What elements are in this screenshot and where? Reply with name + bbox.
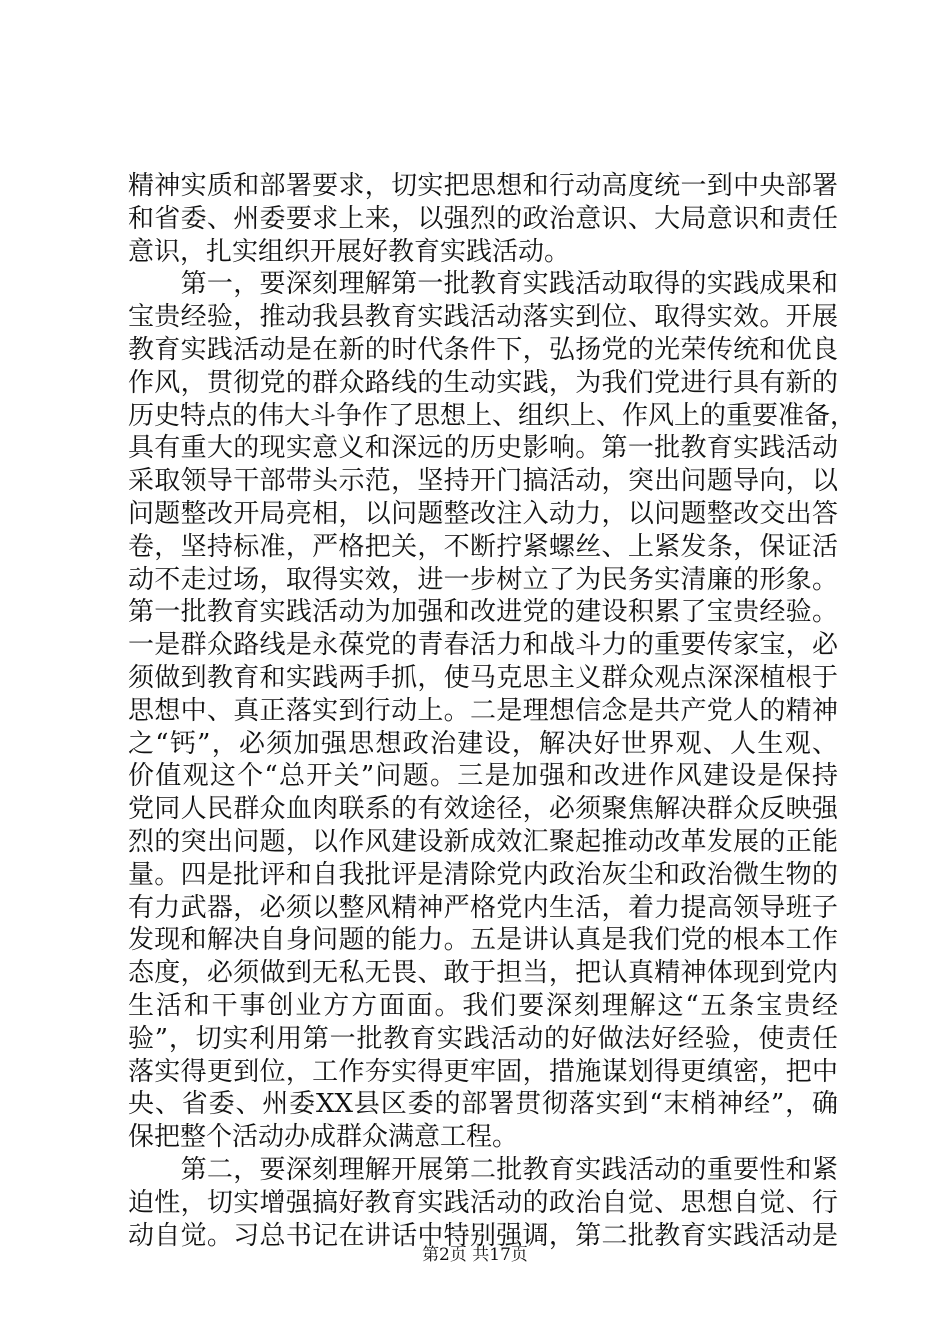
text-line: 精神实质和部署要求，切实把思想和行动高度统一到中央部署: [128, 171, 838, 201]
text-line: 验”，切实利用第一批教育实践活动的好做法好经验，使责任: [128, 1023, 838, 1054]
text-line: 一是群众路线是永葆党的青春活力和战斗力的重要传家宝，必: [128, 630, 838, 661]
text-line: 第一，要深刻理解第一批教育实践活动取得的实践成果和: [128, 269, 838, 300]
text-line: 意识，扎实组织开展好教育实践活动。: [128, 236, 571, 267]
text-line: 烈的突出问题，以作风建设新成效汇聚起推动改革发展的正能: [128, 826, 838, 857]
text-line: 央、省委、州委XX县区委的部署贯彻落实到“末梢神经”，确: [128, 1089, 838, 1120]
body-text: [128, 170, 857, 1252]
text-line: 第二，要深刻理解开展第二批教育实践活动的重要性和紧: [128, 1154, 838, 1185]
text-line: 保把整个活动办成群众满意工程。: [128, 1122, 519, 1153]
text-line: 发现和解决自身问题的能力。五是讲认真是我们党的根本工作: [128, 925, 838, 956]
text-line: 和省委、州委要求上来，以强烈的政治意识、大局意识和责任: [128, 203, 838, 234]
text-line: 历史特点的伟大斗争作了思想上、组织上、作风上的重要准备，: [128, 400, 857, 431]
text-line: 落实得更到位，工作夯实得更牢固，措施谋划得更缜密，把中: [128, 1056, 838, 1087]
text-line: 卷，坚持标准，严格把关，不断拧紧螺丝、上紧发条，保证活: [128, 531, 838, 562]
text-line: 须做到教育和实践两手抓，使马克思主义群众观点深深植根于: [128, 662, 838, 693]
text-line: 之“钙”，必须加强思想政治建设，解决好世界观、人生观、: [128, 728, 838, 759]
text-line: 价值观这个“总开关”问题。三是加强和改进作风建设是保持: [128, 761, 838, 792]
text-line: 动自觉。习总书记在讲话中特别强调，第二批教育实践活动是: [128, 1220, 838, 1251]
text-line: 采取领导干部带头示范，坚持开门搞活动，突出问题导向，以: [128, 466, 838, 497]
text-line: 迫性，切实增强搞好教育实践活动的政治自觉、思想自觉、行: [128, 1187, 838, 1218]
text-line: 教育实践活动是在新的时代条件下，弘扬党的光荣传统和优良: [128, 334, 838, 365]
text-line: 宝贵经验，推动我县教育实践活动落实到位、取得实效。开展: [128, 302, 838, 333]
text-line: 生活和干事创业方方面面。我们要深刻理解这“五条宝贵经: [128, 990, 838, 1021]
text-line: 第一批教育实践活动为加强和改进党的建设积累了宝贵经验。: [128, 597, 838, 628]
text-line: 有力武器，必须以整风精神严格党内生活，着力提高领导班子: [128, 892, 838, 923]
text-line: 态度，必须做到无私无畏、敢于担当，把认真精神体现到党内: [128, 958, 838, 989]
text-line: 思想中、真正落实到行动上。二是理想信念是共产党人的精神: [128, 695, 838, 726]
text-line: 具有重大的现实意义和深远的历史影响。第一批教育实践活动: [128, 433, 838, 464]
text-line: 问题整改开局亮相，以问题整改注入动力，以问题整改交出答: [128, 498, 838, 529]
text-line: 党同人民群众血肉联系的有效途径，必须聚焦解决群众反映强: [128, 794, 838, 825]
text-line: 作风，贯彻党的群众路线的生动实践，为我们党进行具有新的: [128, 367, 838, 398]
text-line: 量。四是批评和自我批评是清除党内政治灰尘和政治微生物的: [128, 859, 838, 890]
text-line: 动不走过场，取得实效，进一步树立了为民务实清廉的形象。: [128, 564, 838, 595]
page-number-footer: 第2页 共17页: [422, 1245, 528, 1265]
